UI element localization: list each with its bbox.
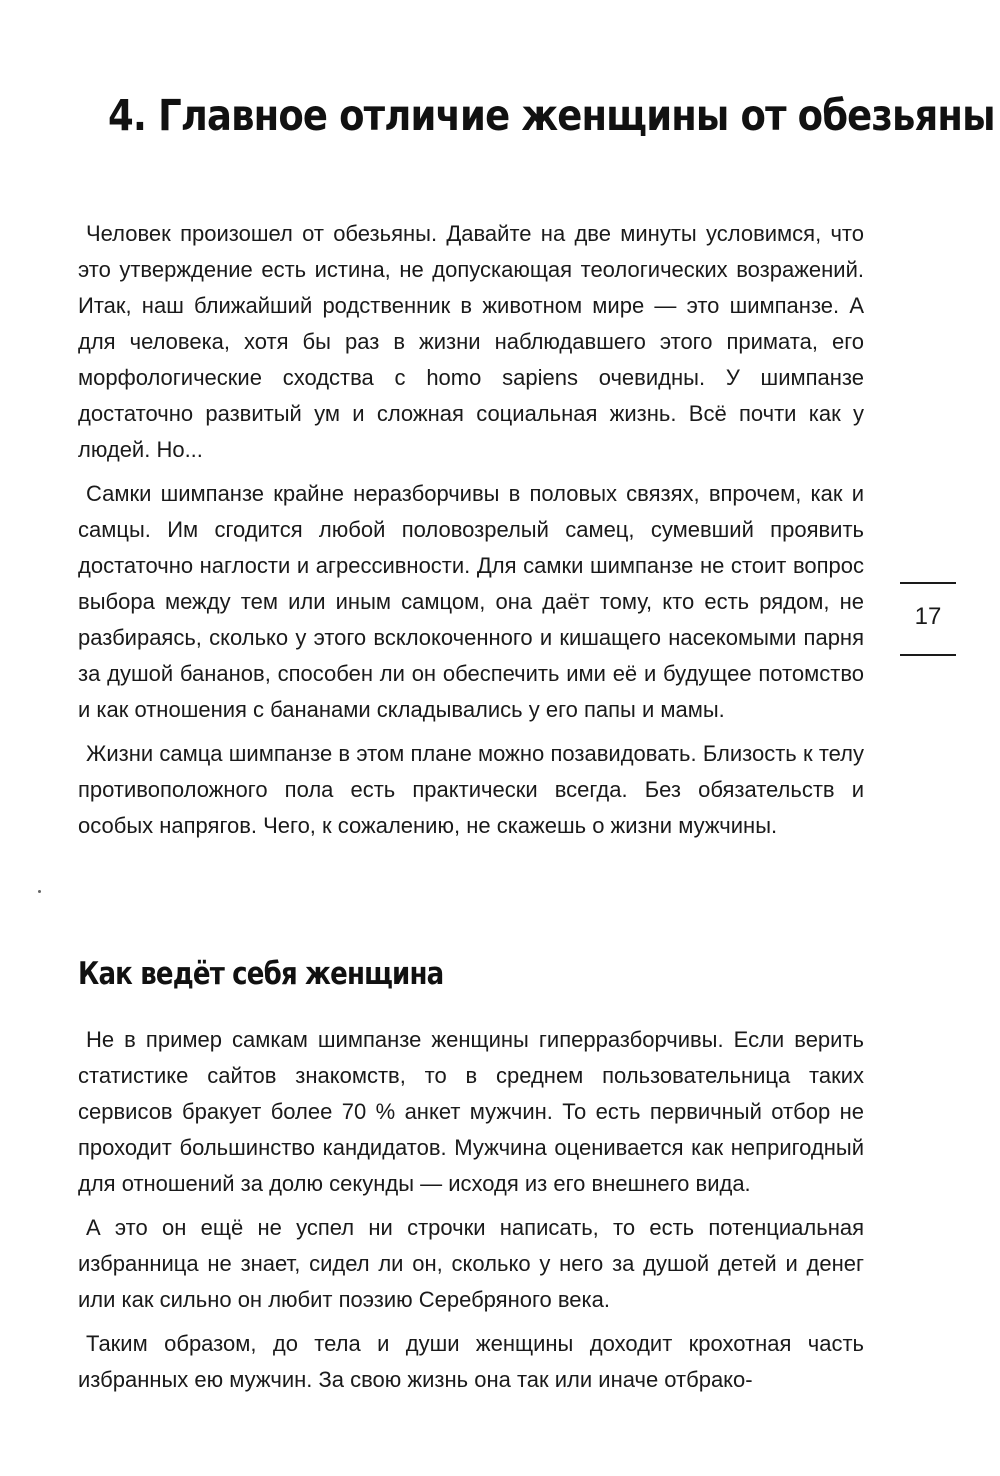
paragraph: Самки шимпанзе крайне неразборчивы в половых связях, впрочем, как и самцы. Им сгодится любой половозрелый самец, сумевший проявить достаточно наглости и агрессивности. Для самки шимпанзе не стоит вопрос выбора между тем или иным самцом, она даёт тому, кто есть рядом, не разбираясь, сколько у этого всклокоченного и кишащего насекомыми парня за душой бананов, способен ли он обеспечить ими её и будущее потомство и как отношения с бананами складывались у его папы и мамы.: [78, 481, 864, 722]
folio-rule-bottom: [900, 654, 956, 656]
paragraph: Жизни самца шимпанзе в этом плане можно позавидовать. Близость к телу противоположного пола есть практически всегда. Без обязательств и особых напрягов. Чего, к сожалению, не скажешь о жизни мужчины.: [78, 741, 864, 838]
section-2-body: [78, 1022, 864, 1406]
paragraph: Таким образом, до тела и души женщины доходит крохотная часть избранных ею мужчин. За свою жизнь она так или иначе отбрако-: [78, 1331, 864, 1392]
section-1-body: [78, 216, 864, 852]
folio-rule-top: [900, 582, 956, 584]
paragraph: А это он ещё не успел ни строчки написать, то есть потенциальная избранница не знает, сидел ли он, сколько у него за душой детей и денег или как сильно он любит поэзию Серебряного века.: [78, 1215, 864, 1312]
page-number: 17: [914, 603, 942, 630]
paragraph: Человек произошел от обезьяны. Давайте на две минуты условимся, что это утверждение есть истина, не допускающая теологических возражений. Итак, наш ближайший родственник в животном мире — это шимпанзе. А для человека, хотя бы раз в жизни наблюдавшего этого примата, его морфологические сходства с homo sapiens очевидны. У шимпанзе достаточно развитый ум и сложная социальная жизнь. Всё почти как у людей. Но...: [78, 221, 864, 462]
paragraph: Не в пример самкам шимпанзе женщины гиперразборчивы. Если верить статистике сайтов знакомств, то в среднем пользовательница таких сервисов бракует более 70 % анкет мужчин. То есть первичный отбор не проходит большинство кандидатов. Мужчина оценивается как непригодный для отношений за долю секунды — исходя из его внешнего вида.: [78, 1027, 864, 1196]
print-speck: [38, 890, 41, 893]
chapter-title: 4. Главное отличие женщины от обезьяны: [108, 91, 995, 141]
page-number-marker: [900, 582, 956, 658]
section-heading: Как ведёт себя женщина: [78, 956, 444, 992]
